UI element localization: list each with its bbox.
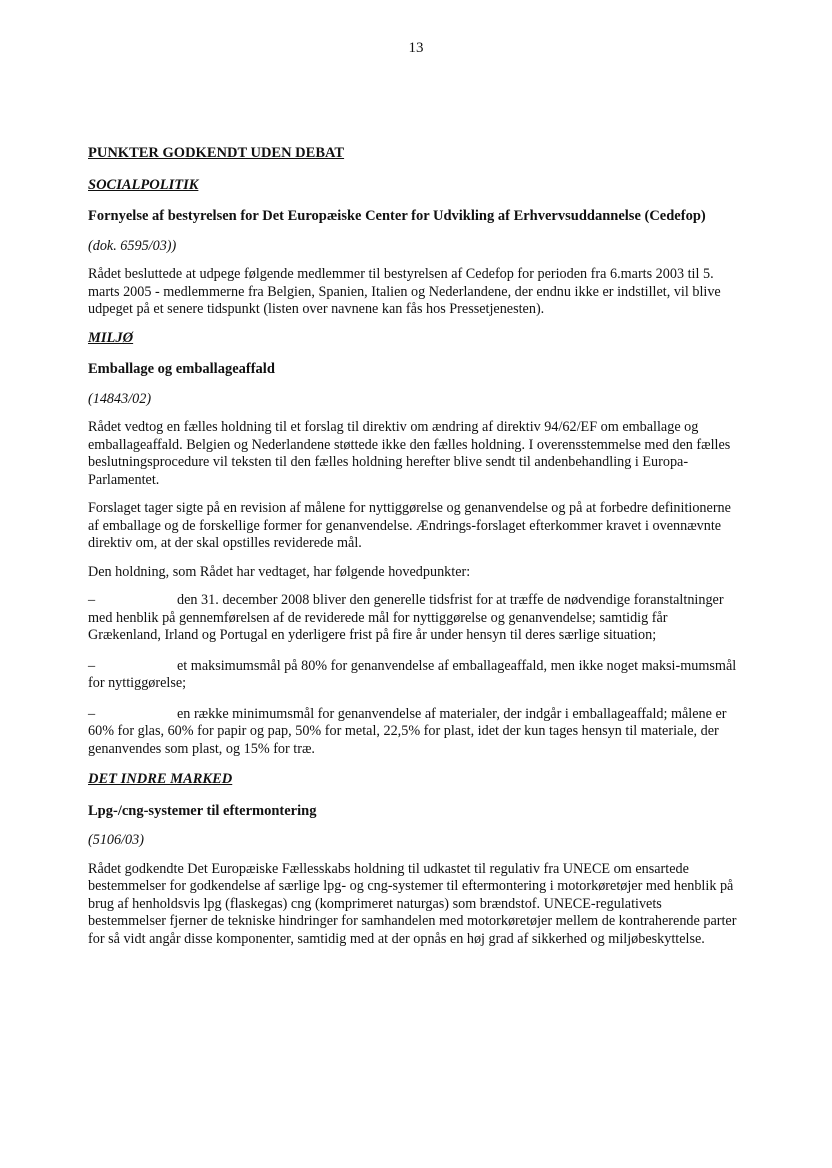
paragraph: Rådet vedtog en fælles holdning til et forslag til direktiv om ændring af direktiv 94/62/EF om emballage og emballageaffald. Belgien og Nederlandene støttede ikke den fælles holdning. I overensstemmelse med den fælles beslutningsprocedure vil teksten til den fælles holdning herefter blive sendt til andenbehandling i Europa-Parlamentet. [88,419,731,488]
paragraph: Den holdning, som Rådet har vedtaget, har følgende hovedpunkter: [88,563,471,580]
doc-reference: (dok. 6595/03)) [88,237,177,254]
item-title-lpg: Lpg-/cng-systemer til eftermontering [88,802,317,819]
bullet-text: et maksimumsmål på 80% for genanvendelse af emballageaffald, men ikke noget maksi-mumsmål for nyttiggørelse; [88,657,737,691]
paragraph: Rådet besluttede at udpege følgende medlemmer til bestyrelsen af Cedefop for perioden fra 6.marts 2003 til 5. marts 2005 - medlemmerne fra Belgien, Spanien, Italien og Nederlandene, der endnu ikke er indstillet, vil blive udpeget på et senere tidspunkt (listen over navnene kan fås hos Pressetjenesten). [88,266,721,317]
doc-reference: (14843/02) [88,390,152,407]
page-number: 13 [408,40,424,56]
paragraph: Forslaget tager sigte på en revision af målene for nyttiggørelse og genanvendelse og på at forbedre definitionerne af emballage og de forskellige former for genanvendelse. Ændrings-forslaget efterkommer kravet i ovennævnte direktiv om, at der skal opstilles reviderede mål. [88,500,731,551]
doc-reference: (5106/03) [88,832,144,848]
dash-marker: – [88,705,96,722]
dash-marker: – [88,657,96,674]
item-title-cedefop: Fornyelse af bestyrelsen for Det Europæiske Center for Udvikling af Erhvervsuddannelse (Cedefop) [88,208,706,224]
section-title-market: DET INDRE MARKED [88,771,233,787]
paragraph: Rådet godkendte Det Europæiske Fællesskabs holdning til udkastet til regulativ fra UNECE om ensartede bestemmelser for godkendelse af særlige lpg- og cng-systemer til eftermontering i motorkøretøjer med henblik på brug af henholdsvis lpg (flaskegas) cng (komprimeret naturgas) som brændstof. UNECE-regulativets bestemmelser fjerner de tekniske hindringer for samhandelen med motorkøretøjer mellem de kontraherende parter for så vidt angår disse komponenter, samtidig med at der opnås en høj grad af sikkerhed og miljøbeskyttelse. [88,860,737,947]
bullet-item [88,658,740,693]
document-body [88,145,740,959]
main-heading: PUNKTER GODKENDT UDEN DEBAT [88,145,345,161]
section-title-social: SOCIALPOLITIK [88,176,199,193]
bullet-item [88,706,740,759]
dash-marker: – [88,592,96,608]
bullet-text: en række minimumsmål for genanvendelse af materialer, der indgår i emballageaffald; målene er 60% for glas, 60% for papir og pap, 50% for metal, 22,5% for plast, idet der kun tages hensyn til materiale, der genanvendes som plast, og 15% for træ. [88,705,727,757]
section-title-miljo: MILJØ [88,329,134,346]
bullet-text: den 31. december 2008 bliver den generelle tidsfrist for at træffe de nødvendige foranstaltninger med henblik på gennemførelsen af de reviderede mål for nyttiggørelse og genanvendelse; samtidig får Grækenland, Irland og Portugal en yderligere frist på fire år under hensyn til deres særlige situation; [88,592,724,643]
item-title-emballage: Emballage og emballageaffald [88,361,275,377]
bullet-item [88,592,740,645]
